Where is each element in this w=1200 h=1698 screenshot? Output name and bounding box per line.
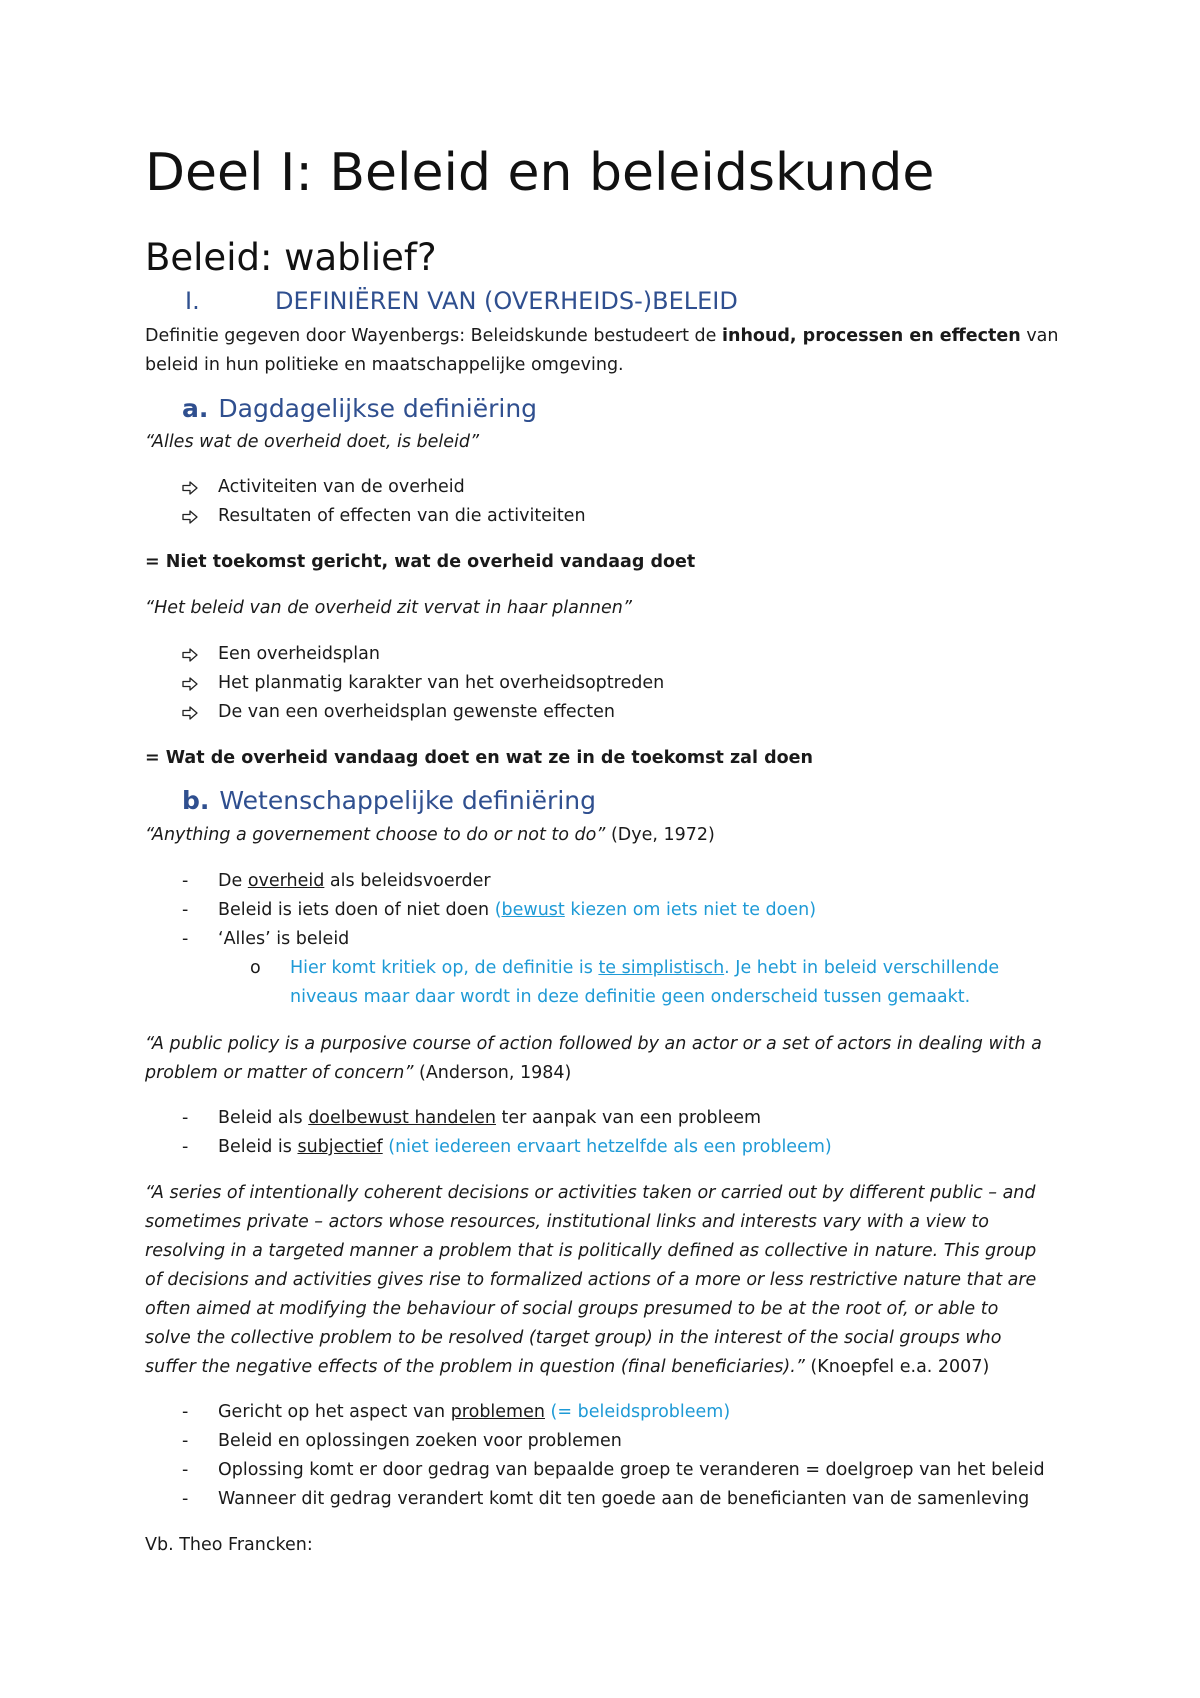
quote-5	[145, 1179, 1065, 1382]
blue-text: (	[494, 900, 502, 920]
quote-5-source: (Knoepfel e.a. 2007)	[804, 1357, 990, 1377]
heading-b-letter: b.	[182, 786, 210, 815]
list-item-text	[218, 1104, 761, 1133]
heading-b	[182, 786, 596, 815]
quote-5-line: of decisions and activities gives rise to formalized actions of a more or less restrictive nature that are	[145, 1270, 1037, 1290]
underlined-text: problemen	[450, 1402, 545, 1422]
text-run: Beleid als	[218, 1108, 309, 1128]
quote-3	[145, 821, 1065, 850]
quote-5-line: “A series of intentionally coherent decisions or activities taken or carried out by different public – and	[145, 1183, 1036, 1203]
list-item-text	[218, 1398, 730, 1427]
text-run: Beleid is	[218, 1137, 298, 1157]
dash-bullet: -	[182, 1108, 189, 1128]
definition-paragraph	[145, 322, 1065, 380]
quote-1: “Alles wat de overheid doet, is beleid”	[145, 432, 480, 452]
example-label: Vb. Theo Francken:	[145, 1535, 313, 1555]
list-item-text: Het planmatig karakter van het overheidsoptreden	[218, 673, 665, 693]
dash-bullet: -	[182, 871, 189, 891]
dash-bullet: -	[182, 1137, 189, 1157]
subsection-number: I.	[185, 287, 200, 315]
list-item-text: ‘Alles’ is beleid	[218, 929, 350, 949]
section-heading: Beleid: wablief?	[145, 236, 437, 279]
dash-bullet: -	[182, 929, 189, 949]
underlined-text: overheid	[247, 871, 325, 891]
list-item-text: Beleid en oplossingen zoeken voor problemen	[218, 1431, 622, 1451]
heading-a-letter: a.	[182, 394, 209, 423]
arrow-right-icon	[182, 640, 202, 662]
definition-text-line2: beleid in hun politieke en maatschappelijke omgeving.	[145, 355, 624, 375]
list-item-text: De van een overheidsplan gewenste effecten	[218, 702, 616, 722]
dash-bullet: -	[182, 1460, 189, 1480]
text-run: als beleidsvoerder	[324, 871, 491, 891]
list-item-text: Resultaten of effecten van die activiteiten	[218, 506, 586, 526]
text-run: Hier komt kritiek op, de definitie is	[290, 958, 599, 978]
blue-text: kiezen om iets niet te doen)	[564, 900, 817, 920]
text-run: De	[218, 871, 248, 891]
arrow-right-icon	[182, 669, 202, 691]
list-item-text	[218, 867, 491, 896]
list-item-text: Wanneer dit gedrag verandert komt dit ten goede aan de beneficianten van de samenleving	[218, 1489, 1030, 1509]
arrow-right-icon	[182, 502, 202, 524]
conclusion-2: = Wat de overheid vandaag doet en wat ze in de toekomst zal doen	[145, 748, 813, 768]
quote-5-line: solve the collective problem to be resolved (target group) in the interest of the social groups who	[145, 1328, 1002, 1348]
list-item-text	[218, 1133, 832, 1162]
quote-5-line: sometimes private – actors whose resources, institutional links and interests vary with a view to	[145, 1212, 989, 1232]
list-item-text: Activiteiten van de overheid	[218, 477, 465, 497]
dash-bullet: -	[182, 1489, 189, 1509]
subsection-heading-1	[145, 287, 738, 315]
heading-a	[182, 394, 537, 423]
quote-5-line: resolving in a targeted manner a problem that is politically defined as collective in nature. This group	[145, 1241, 1037, 1261]
underlined-text: te simplistisch	[598, 958, 725, 978]
text-run: . Je hebt in beleid verschillende	[724, 958, 1000, 978]
dash-bullet: -	[182, 900, 189, 920]
sub-list-item-text	[290, 954, 1050, 1012]
quote-3-text: “Anything a governement choose to do or not to do”	[145, 825, 606, 845]
arrow-right-icon	[182, 473, 202, 495]
quote-4-source: (Anderson, 1984)	[413, 1063, 572, 1083]
list-item-text: Oplossing komt er door gedrag van bepaalde groep te veranderen = doelgroep van het beleid	[218, 1460, 1045, 1480]
text-run: Beleid is iets doen of niet doen	[218, 900, 495, 920]
arrow-right-icon	[182, 698, 202, 720]
blue-underlined-text: bewust	[501, 900, 565, 920]
text-run: Gericht op het aspect van	[218, 1402, 451, 1422]
underlined-text: doelbewust handelen	[308, 1108, 496, 1128]
dash-bullet: -	[182, 1431, 189, 1451]
document-title: Deel I: Beleid en beleidskunde	[145, 143, 935, 203]
blue-text: (= beleidsprobleem)	[544, 1402, 731, 1422]
quote-3-source: (Dye, 1972)	[605, 825, 715, 845]
text-run: niveaus maar daar wordt in deze definitie geen onderscheid tussen gemaakt.	[290, 987, 971, 1007]
text-run: ter aanpak van een probleem	[495, 1108, 762, 1128]
conclusion-1: = Niet toekomst gericht, wat de overheid vandaag doet	[145, 552, 696, 572]
dash-bullet: -	[182, 1402, 189, 1422]
definition-bold-terms: inhoud, processen en effecten	[722, 326, 1021, 346]
quote-5-line: often aimed at modifying the behaviour of social groups presumed to be at the root of, or able to	[145, 1299, 999, 1319]
list-item-text: Een overheidsplan	[218, 644, 380, 664]
blue-text: (niet iedereen ervaart hetzelfde als een probleem)	[382, 1137, 832, 1157]
heading-a-label: Dagdagelijkse definiëring	[218, 394, 538, 423]
definition-text-start: Definitie gegeven door Wayenbergs: Beleidskunde bestudeert de	[145, 326, 722, 346]
list-item-text	[218, 896, 816, 925]
circle-bullet: o	[250, 958, 261, 978]
quote-4-line2: problem or matter of concern”	[145, 1063, 414, 1083]
underlined-text: subjectief	[297, 1137, 383, 1157]
subsection-label: DEFINIËREN VAN (OVERHEIDS-)BELEID	[275, 287, 738, 315]
quote-5-line: suffer the negative effects of the problem in question (final beneficiaries).”	[145, 1357, 805, 1377]
quote-2: “Het beleid van de overheid zit vervat in haar plannen”	[145, 598, 632, 618]
heading-b-label: Wetenschappelijke definiëring	[219, 786, 596, 815]
quote-4-line1: “A public policy is a purposive course of action followed by an actor or a set of actors in dealing with a	[145, 1034, 1042, 1054]
definition-text-end: van	[1020, 326, 1059, 346]
quote-4	[145, 1030, 1065, 1088]
